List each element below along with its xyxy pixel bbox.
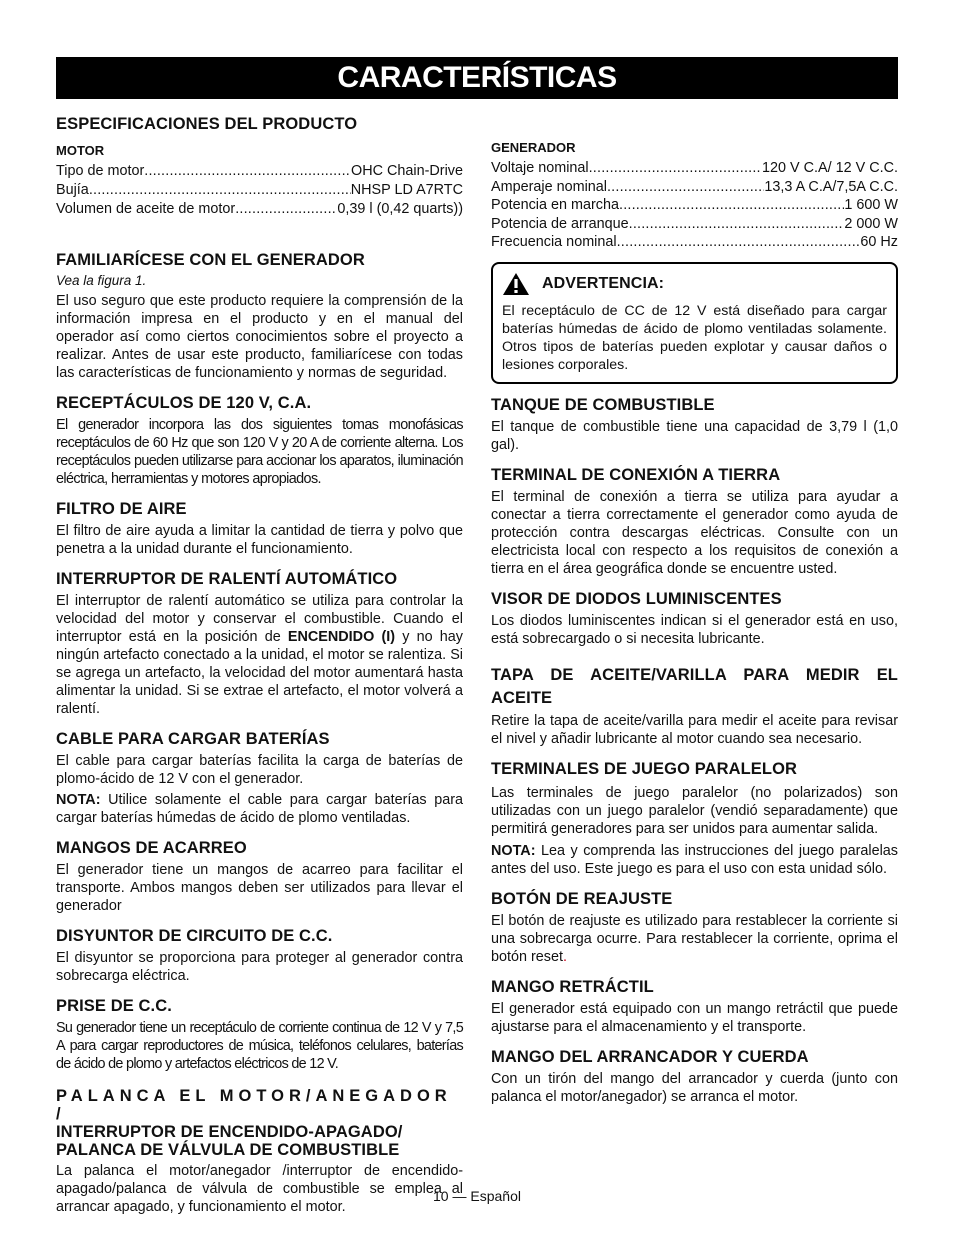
- section-visor: [491, 589, 898, 648]
- section-cable: [56, 729, 463, 827]
- section-paralelo: [491, 759, 898, 878]
- warning-box: [491, 262, 898, 384]
- section-body: El botón de reajuste es utilizado para restablecer la corriente si una sobrecarga ocurre. Para restablecer la corriente, oprima el botón reset.: [491, 912, 898, 965]
- section-title: TERMINALES DE JUEGO PARALELOR: [491, 759, 798, 778]
- note: NOTA: Lea y comprenda las instrucciones del juego paralelas antes del uso. Este juego es para el uso con esta unidad sólo.: [491, 842, 898, 877]
- section-title: MANGO RETRÁCTIL: [491, 977, 654, 996]
- section-body: El uso seguro que este producto requiere la comprensión de la información impresa en el producto y en el manual del operador así como ciertos conocimientos sobre el proyecto a realizar. Antes de usar este producto, familiarícese con todas las características de funcionamiento y normas de seguridad.: [56, 293, 463, 381]
- section-title: MANGO DEL ARRANCADOR Y CUERDA: [491, 1047, 809, 1066]
- section-body: El generador está equipado con un mango retráctil que puede ajustarse para el almacenamiento y el transporte.: [491, 1000, 898, 1035]
- generador-heading: GENERADOR: [491, 140, 576, 155]
- section-receptaculos: [56, 393, 463, 488]
- section-retractil: [491, 977, 898, 1036]
- spec-row: Voltaje nominal ..... 120 V C.A/ 12 V C.C.: [491, 159, 898, 178]
- section-mangos: [56, 838, 463, 915]
- section-body: El tanque de combustible tiene una capacidad de 3,79 l (1,0 gal).: [491, 418, 898, 453]
- spec-row: Potencia de arranque ..... 2 000 W: [491, 215, 898, 234]
- warning-triangle-icon: [502, 272, 530, 296]
- section-title: FAMILIARÍCESE CON EL GENERADOR: [56, 251, 365, 269]
- section-title: PALANCA DE VÁLVULA DE COMBUSTIBLE: [56, 1141, 400, 1159]
- warning-body: El receptáculo de CC de 12 V está diseñado para cargar baterías húmedas de ácido de plomo ventiladas solamente. Otros tipos de baterías pueden explotar y causar daños o lesiones corporales.: [502, 302, 887, 373]
- section-disyuntor: [56, 926, 463, 985]
- section-title: INTERRUPTOR DE ENCENDIDO-APAGADO/: [56, 1123, 403, 1141]
- section-ralenti: [56, 569, 463, 718]
- section-title: RECEPTÁCULOS DE 120 V, C.A.: [56, 394, 312, 412]
- section-title: FILTRO DE AIRE: [56, 500, 187, 518]
- specs-heading: ESPECIFICACIONES DEL PRODUCTO: [56, 115, 358, 133]
- spec-row: Amperaje nominal ..... 13,3 A C.A/7,5A C.C.: [491, 178, 898, 197]
- section-title: DISYUNTOR DE CIRCUITO DE C.C.: [56, 927, 333, 945]
- section-title: TANQUE DE COMBUSTIBLE: [491, 395, 715, 414]
- figure-reference: Vea la figura 1.: [56, 273, 147, 288]
- section-body: El terminal de conexión a tierra se utiliza para ayudar a conectar a tierra correctamente el generador como ayuda de protección contra descargas eléctricas. Consulte con un electricista local con respecto a los requisitos de conexión a tierra en el área geográfica donde se encuentre usted.: [491, 488, 898, 577]
- section-title: PALANCA EL MOTOR/ANEGADOR /: [56, 1087, 452, 1123]
- section-title: MANGOS DE ACARREO: [56, 839, 247, 857]
- spec-row: Volumen de aceite de motor ..... 0,39 l (0,42 quarts)): [56, 200, 463, 219]
- section-title: CABLE PARA CARGAR BATERÍAS: [56, 730, 330, 748]
- section-body: Los diodos luminiscentes indican si el generador está en uso, está sobrecargado o si necesita lubricante.: [491, 612, 898, 647]
- left-column: [56, 114, 463, 1216]
- section-familiaricese: [56, 250, 463, 382]
- section-title: BOTÓN DE REAJUSTE: [491, 889, 673, 908]
- section-tanque: [491, 395, 898, 454]
- section-reajuste: [491, 889, 898, 966]
- section-body: El generador tiene un mangos de acarreo para facilitar el transporte. Ambos mangos deben ser utilizados para llevar el generador: [56, 862, 463, 914]
- note: NOTA: Utilice solamente el cable para cargar baterías para cargar baterías húmedas de ácido de plomo ventiladas.: [56, 792, 463, 826]
- section-body: El disyuntor se proporciona para proteger al generador contra sobrecarga eléctrica.: [56, 950, 463, 984]
- section-title: TAPA DE ACEITE/VARILLA PARA MEDIR EL ACEITE: [491, 665, 898, 707]
- spec-row: Potencia en marcha ..... 1 600 W: [491, 196, 898, 215]
- section-body: Retire la tapa de aceite/varilla para medir el aceite para revisar el nivel y añadir lubricante al motor cuando sea necesario.: [491, 712, 898, 747]
- section-body: Su generador tiene un receptáculo de corriente continua de 12 V y 7,5 A para cargar reproductores de música, teléfonos celulares, baterías de ácido de plomo y artefactos eléctricos de 12 V.: [56, 1020, 463, 1072]
- page-title: CARACTERÍSTICAS: [56, 57, 898, 99]
- section-arrancador: [491, 1047, 898, 1106]
- warning-title: ADVERTENCIA:: [542, 275, 665, 292]
- section-prise: [56, 996, 463, 1073]
- section-body: El filtro de aire ayuda a limitar la cantidad de tierra y polvo que penetra a la unidad durante el funcionamiento.: [56, 523, 463, 557]
- section-title: VISOR DE DIODOS LUMINISCENTES: [491, 589, 782, 608]
- motor-heading: MOTOR: [56, 143, 105, 158]
- section-body: El generador incorpora las dos siguientes tomas monofásicas receptáculos de 60 Hz que son 120 V y 20 A de corriente alterna. Los receptáculos pueden utilizarse para accionar los aparatos, iluminación eléctrica, herramientas y motores apropiados.: [56, 417, 463, 487]
- section-body: La palanca el motor/anegador /interruptor de encendido-apagado/palanca de válvula de combustible se emplea al arrancar apagado, y funcionamiento el motor.: [56, 1163, 463, 1215]
- section-title: TERMINAL DE CONEXIÓN A TIERRA: [491, 465, 781, 484]
- section-body: Las terminales de juego paralelor (no polarizados) son utilizadas con un juego paralelor (vendió separadamente) que permitirá generadores para ser unidos para aumentar salida.: [491, 784, 898, 837]
- spec-row: Bujía ..... NHSP LD A7RTC: [56, 181, 463, 200]
- section-terminal: [491, 465, 898, 578]
- section-body: El cable para cargar baterías facilita la carga de baterías de plomo-ácido de 12 V con el generador.: [56, 753, 463, 787]
- right-column: [491, 140, 898, 1106]
- section-filtro: [56, 499, 463, 558]
- section-body: El interruptor de ralentí automático se utiliza para controlar la velocidad del motor y conservar el combustible. Cuando el interruptor está en la posición de ENCENDIDO (I) y no hay ningún artefacto conectado a la unidad, el motor se ralentiza. Si se agrega un artefacto, la velocidad del motor aumentará hasta alimentar la unidad. Si se extrae el artefacto, el motor volverá a ralentí.: [56, 593, 463, 717]
- section-body: Con un tirón del mango del arrancador y cuerda (junto con palanca el motor/anegador) se arranca el motor.: [491, 1070, 898, 1105]
- section-tapa: [491, 664, 898, 748]
- section-title: PRISE DE C.C.: [56, 997, 172, 1015]
- section-title: INTERRUPTOR DE RALENTÍ AUTOMÁTICO: [56, 570, 398, 588]
- spec-row: Tipo de motor ..... OHC Chain-Drive: [56, 162, 463, 181]
- page-footer: 10 — Español: [433, 1188, 521, 1204]
- spec-row: Frecuencia nominal ..... 60 Hz: [491, 233, 898, 252]
